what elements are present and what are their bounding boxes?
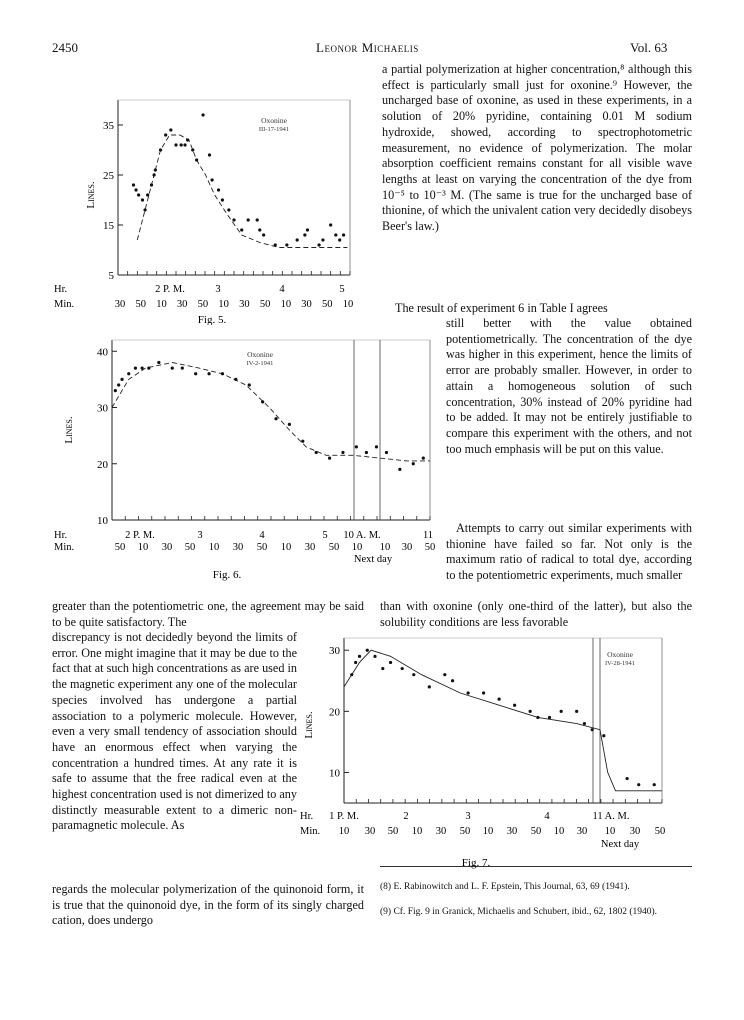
data-point <box>355 445 358 448</box>
data-point <box>186 138 189 141</box>
data-point <box>350 673 353 676</box>
minute-tick-label: 50 <box>322 299 333 310</box>
data-point <box>137 193 140 196</box>
minute-tick-label: 50 <box>259 299 271 310</box>
minute-tick-label: 50 <box>459 826 471 837</box>
figure-6-chart <box>52 335 442 585</box>
hour-tick-label: 10 A. M. <box>343 530 381 541</box>
data-point <box>191 148 194 151</box>
data-point <box>583 722 586 725</box>
data-point <box>232 218 235 221</box>
minute-tick-label: 10 <box>379 542 391 553</box>
data-point <box>513 704 516 707</box>
minute-tick-label: 30 <box>304 542 316 553</box>
data-point <box>321 238 324 241</box>
y-axis-label: Lines. <box>63 416 75 444</box>
chart-annotation-date: IV-2-1941 <box>246 360 274 367</box>
paragraph-text: a partial polymerization at higher concentration,⁸ although this effect is particularly small just for oxonine.⁹ However, the uncharged base of oxonine, as used in these experiments, in a solution of 20% pyridine, containing 0.01 M sodium hydroxide, showed, according to spectrophotometric measurement, no evidence of polymerization. The molar absorption coefficient remains constant for all visible wave lengths at least on varying the concentration of the dye from 10⁻⁵ to 10⁻³ M. (The same is true for the uncharged base of thionine, of which the univalent cation very decidedly disobeys Beer's law.) <box>382 62 692 234</box>
data-point <box>274 417 277 420</box>
minute-tick-label: 30 <box>176 299 188 310</box>
y-tick-label: 30 <box>97 402 108 415</box>
data-point <box>385 451 388 454</box>
data-point <box>653 783 656 786</box>
hour-tick-label: 3 <box>215 284 221 295</box>
right-continuation-text: than with oxonine (only one-third of the latter), but also the solubility conditions are less favorable <box>380 599 692 629</box>
y-tick-label: 30 <box>329 645 340 658</box>
data-point <box>120 378 123 381</box>
figure-caption: Fig. 6. <box>212 569 242 581</box>
data-point <box>389 661 392 664</box>
data-point <box>154 168 157 171</box>
right-column-paragraph-3: Attempts to carry out similar experiments with thionine have failed so far. Not only is the maximum ratio of radical to total dye, according to the potentiometric experiments, much smaller <box>446 521 692 583</box>
y-axis-label: Lines. <box>85 181 97 209</box>
hour-tick-label: 11 A. M. <box>592 811 630 822</box>
data-point <box>381 667 384 670</box>
y-tick-label: 35 <box>103 120 114 132</box>
hour-tick-label: 2 P. M. <box>155 284 185 295</box>
minute-tick-label: 50 <box>530 826 542 837</box>
hour-tick-label: 11 <box>422 530 434 541</box>
data-point <box>227 208 230 211</box>
footnote-8: (8) E. Rabinowitch and L. F. Epstein, This Journal, 63, 69 (1941). <box>380 882 630 892</box>
data-point <box>134 188 137 191</box>
hour-tick-label: 5 <box>322 530 328 541</box>
data-point <box>221 198 224 201</box>
data-point <box>428 685 431 688</box>
minute-tick-label: 30 <box>435 826 447 837</box>
bottom-paragraph: regards the molecular polymerization of the quinonoid form, it is true that the quinonoid dye, in the form of its singly charged cation, does undergo <box>52 882 364 928</box>
data-point <box>575 710 578 713</box>
data-point <box>143 208 146 211</box>
data-point <box>248 383 251 386</box>
data-point <box>536 716 539 719</box>
minute-tick-label: 10 <box>338 826 350 837</box>
data-point <box>303 233 306 236</box>
data-point <box>625 777 628 780</box>
data-point <box>466 691 469 694</box>
data-point <box>256 218 259 221</box>
data-point <box>171 367 174 370</box>
minute-tick-label: 50 <box>387 826 399 837</box>
data-point <box>141 198 144 201</box>
hour-tick-label: 4 <box>259 530 265 541</box>
minute-tick-label: 30 <box>232 542 244 553</box>
next-day-label: Next day <box>600 839 640 850</box>
data-point <box>341 451 344 454</box>
data-point <box>207 372 210 375</box>
hour-tick-label: 3 <box>465 811 471 822</box>
figure-caption: Fig. 5. <box>197 314 227 325</box>
data-point <box>591 728 594 731</box>
minute-tick-label: 50 <box>654 826 666 837</box>
data-point <box>261 400 264 403</box>
data-point <box>288 423 291 426</box>
data-point <box>398 468 401 471</box>
data-point <box>274 243 277 246</box>
minute-tick-label: 30 <box>629 826 641 837</box>
volume-label: Vol. 63 <box>630 40 668 55</box>
data-point <box>150 183 153 186</box>
data-point <box>240 228 243 231</box>
data-point <box>210 178 213 181</box>
left-continuation-text: greater than the potentiometric one, the agreement may be said to be quite satisfactory. The <box>52 599 364 629</box>
data-point <box>169 128 172 131</box>
data-point <box>201 113 204 116</box>
footnote-9: (9) Cf. Fig. 9 in Granick, Michaelis and Schubert, ibid., 62, 1802 (1940). <box>380 907 658 917</box>
right-column-paragraph-1 <box>382 62 692 235</box>
data-point <box>147 367 150 370</box>
minute-tick-label: 10 <box>137 542 149 553</box>
minute-tick-label: 10 <box>411 826 423 837</box>
data-point <box>127 372 130 375</box>
data-point <box>159 148 162 151</box>
data-point <box>285 243 288 246</box>
data-point <box>180 143 183 146</box>
data-point <box>183 143 186 146</box>
y-tick-label: 20 <box>97 458 108 471</box>
hour-tick-label: 4 <box>544 811 550 822</box>
minute-tick-label: 10 <box>553 826 565 837</box>
data-point <box>152 173 155 176</box>
chart-annotation-title: Oxonine <box>261 116 287 125</box>
hour-tick-label: 1 P. M. <box>329 811 359 822</box>
data-point <box>560 710 563 713</box>
page-number: 2450 <box>52 40 78 55</box>
hour-tick-label: 2 <box>403 811 409 822</box>
minute-tick-label: 50 <box>256 542 268 553</box>
data-point <box>306 228 309 231</box>
hour-axis-label: Hr. <box>54 284 68 295</box>
minute-tick-label: 10 <box>482 826 494 837</box>
minute-tick-label: 50 <box>197 299 209 310</box>
data-point <box>217 188 220 191</box>
left-column-paragraph: discrepancy is not decidedly beyond the limits of error. One might imagine that it may be due to the fact that at such high concentrations as are used in the magnetic experiment any one of the molecular species involved has undergone a partial association to a polymeric molecule. However, even a very small tendency of association should have an enormous effect when varying the concentration a hundred times. At any rate it is safe to assume that the free radical even at the highest concentration used is not dimerized to any distinctly measurable extent to a dimeric non-paramagnetic molecule. As <box>52 630 297 833</box>
minute-tick-label: 10 <box>218 299 229 310</box>
minute-tick-label: 10 <box>208 542 220 553</box>
data-point <box>637 783 640 786</box>
data-point <box>174 143 177 146</box>
minute-tick-label: 10 <box>342 299 354 310</box>
y-tick-label: 25 <box>103 170 114 182</box>
data-point <box>373 655 376 658</box>
chart-annotation-date: IV-28-1941 <box>604 660 636 667</box>
data-point <box>329 223 332 226</box>
data-point <box>317 243 320 246</box>
data-point <box>315 451 318 454</box>
hour-tick-label: 3 <box>197 530 203 541</box>
hour-axis-label: Hr. <box>300 811 314 822</box>
data-point <box>422 457 425 460</box>
data-point <box>221 372 224 375</box>
data-point <box>132 183 135 186</box>
data-point <box>342 233 345 236</box>
data-point <box>157 361 160 364</box>
y-tick-label: 10 <box>329 767 340 780</box>
minute-tick-label: 30 <box>401 542 413 553</box>
next-day-label: Next day <box>353 554 393 565</box>
minute-tick-label: 10 <box>280 299 292 310</box>
data-point <box>412 673 415 676</box>
data-point <box>529 710 532 713</box>
hour-axis-label: Hr. <box>54 530 68 541</box>
fitted-curve <box>112 363 430 461</box>
right-column-paragraph-2: still better with the value obtained potentiometrically. The concentration of the dye was higher in this experiment, hence the limits of error are probably smaller. However, in order to attain a homogeneous solution of such concentration, 30% instead of 20% pyridine had to be added. It may not be entirely justifiable to compare this experiment with the others, and not too much emphasis will be put on this value. <box>446 316 692 456</box>
figure-caption: Fig. 7. <box>461 857 491 869</box>
y-tick-label: 5 <box>108 270 114 282</box>
right-column-paragraph-2-first-line: The result of experiment 6 in Table I agrees <box>395 301 608 315</box>
fitted-curve <box>344 650 662 791</box>
hour-tick-label: 5 <box>339 284 345 295</box>
data-point <box>194 372 197 375</box>
data-point <box>354 661 357 664</box>
data-point <box>296 238 299 241</box>
data-point <box>195 158 198 161</box>
data-point <box>602 734 605 737</box>
y-tick-label: 10 <box>97 515 108 527</box>
data-point <box>365 451 368 454</box>
minute-tick-label: 30 <box>301 299 312 310</box>
data-point <box>443 673 446 676</box>
minute-tick-label: 50 <box>328 542 340 553</box>
data-point <box>548 716 551 719</box>
minute-tick-label: 50 <box>135 299 146 310</box>
minute-tick-label: 10 <box>280 542 292 553</box>
minute-tick-label: 50 <box>184 542 196 553</box>
data-point <box>338 238 341 241</box>
figure-5-chart <box>52 95 372 325</box>
chart-annotation-title: Oxonine <box>607 650 633 659</box>
y-tick-label: 15 <box>103 220 114 232</box>
minute-tick-label: 10 <box>156 299 167 310</box>
chart-annotation-title: Oxonine <box>247 350 273 359</box>
data-point <box>375 445 378 448</box>
y-axis-label: Lines. <box>303 711 315 739</box>
running-head-author: Leonor Michaelis <box>316 40 419 55</box>
data-point <box>401 667 404 670</box>
minute-axis-label: Min. <box>300 826 321 837</box>
data-point <box>234 378 237 381</box>
data-point <box>258 228 261 231</box>
data-point <box>498 698 501 701</box>
y-tick-label: 20 <box>329 706 340 719</box>
minute-tick-label: 50 <box>114 542 126 553</box>
minute-tick-label: 30 <box>161 542 173 553</box>
minute-tick-label: 30 <box>364 826 376 837</box>
hour-tick-label: 2 P. M. <box>125 530 155 541</box>
minute-tick-label: 10 <box>351 542 363 553</box>
minute-tick-label: 30 <box>114 299 126 310</box>
data-point <box>181 367 184 370</box>
chart-annotation-date: III-17-1941 <box>258 126 290 133</box>
data-point <box>328 457 331 460</box>
data-point <box>366 649 369 652</box>
data-point <box>412 462 415 465</box>
data-point <box>247 218 250 221</box>
minute-tick-label: 50 <box>424 542 436 553</box>
hour-tick-label: 4 <box>279 284 285 295</box>
data-point <box>451 679 454 682</box>
y-tick-label: 40 <box>97 346 108 359</box>
data-point <box>134 367 137 370</box>
data-point <box>358 655 361 658</box>
minute-tick-label: 30 <box>506 826 518 837</box>
data-point <box>334 233 337 236</box>
minute-axis-label: Min. <box>54 299 75 310</box>
minute-tick-label: 10 <box>604 826 616 837</box>
data-point <box>482 691 485 694</box>
data-point <box>141 367 144 370</box>
minute-tick-label: 30 <box>576 826 588 837</box>
minute-tick-label: 30 <box>239 299 250 310</box>
data-point <box>262 233 265 236</box>
data-point <box>114 389 117 392</box>
minute-axis-label: Min. <box>54 542 75 553</box>
data-point <box>208 153 211 156</box>
data-point <box>164 133 167 136</box>
data-point <box>146 193 149 196</box>
data-point <box>117 383 120 386</box>
figure-7-chart <box>298 633 698 873</box>
data-point <box>301 440 304 443</box>
